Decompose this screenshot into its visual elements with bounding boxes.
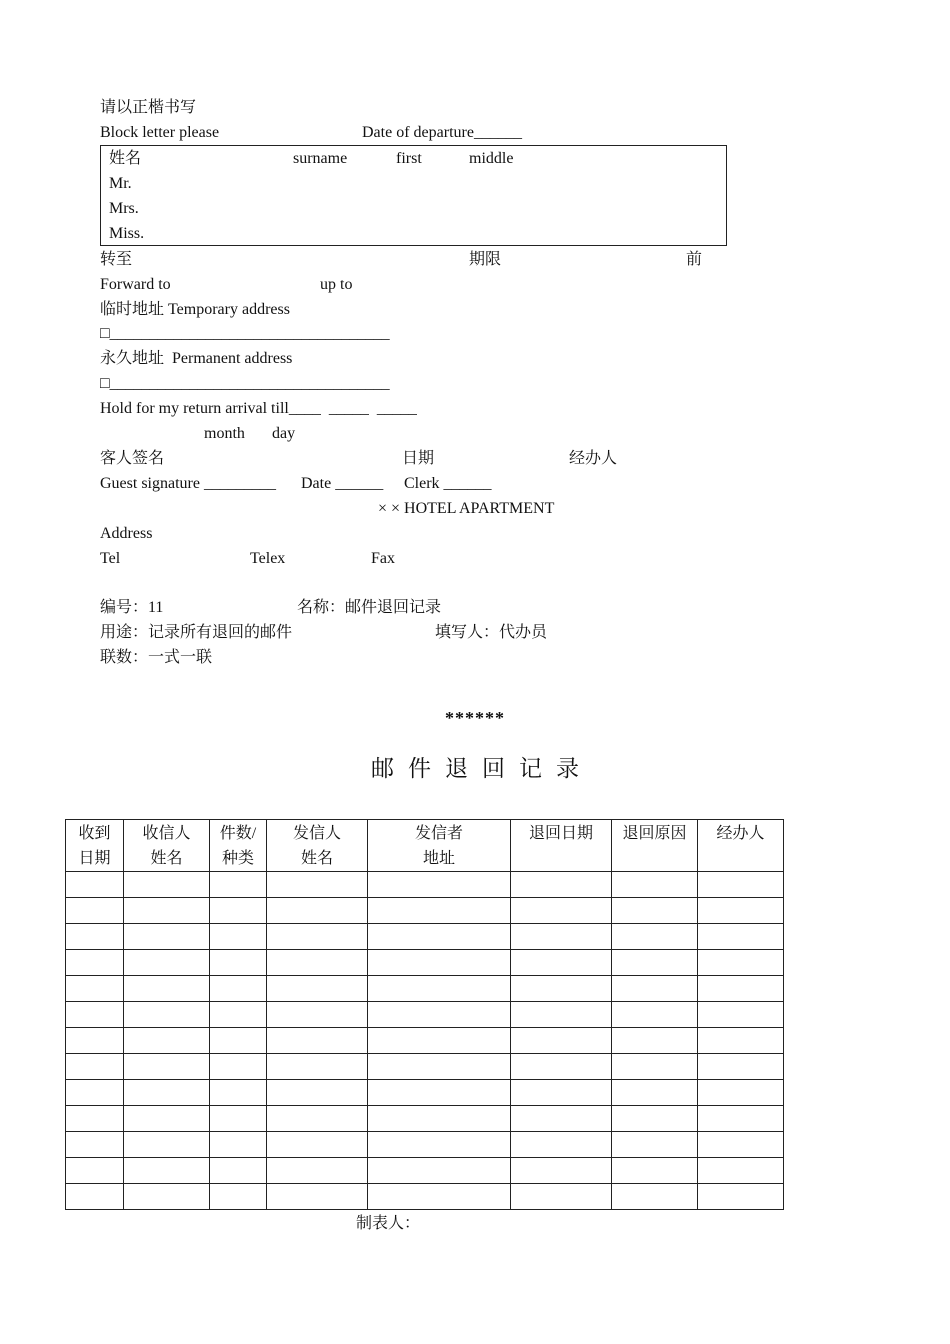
- table-maker-label: 制表人：: [356, 1215, 421, 1232]
- table-cell: [66, 1002, 124, 1028]
- table-row: [66, 1002, 784, 1028]
- table-cell: [612, 924, 698, 950]
- table-cell: [124, 924, 210, 950]
- form-number: 编号：11: [100, 599, 164, 616]
- table-cell: [511, 1080, 612, 1106]
- table-cell: [511, 898, 612, 924]
- table-cell: [124, 1158, 210, 1184]
- clerk-field: Clerk ______: [404, 475, 492, 492]
- forward-cn-label: 转至: [100, 251, 133, 268]
- table-row: [66, 1028, 784, 1054]
- temp-address-label: 临时地址 Temporary address: [100, 301, 290, 318]
- mrs-label: Mrs.: [109, 200, 139, 217]
- table-cell: [511, 924, 612, 950]
- table-cell: [368, 924, 511, 950]
- table-row: [66, 976, 784, 1002]
- table-cell: [511, 1054, 612, 1080]
- table-cell: [511, 976, 612, 1002]
- period-cn-label: 期限: [469, 251, 502, 268]
- table-cell: [124, 976, 210, 1002]
- table-cell: [66, 1028, 124, 1054]
- address-label: Address: [100, 525, 153, 542]
- table-cell: [124, 1106, 210, 1132]
- table-cell: [124, 872, 210, 898]
- table-cell: [368, 950, 511, 976]
- separator: ******: [445, 708, 505, 728]
- table-cell: [124, 1054, 210, 1080]
- hold-until-field: Hold for my return arrival till____ _____ _____: [100, 400, 417, 417]
- table-cell: [612, 976, 698, 1002]
- header-clerk: 经办人: [698, 820, 784, 872]
- guest-signature-field: Guest signature _________: [100, 475, 276, 492]
- table-cell: [267, 1158, 368, 1184]
- header-received-date: 收到 日期: [66, 820, 124, 872]
- table-cell: [612, 1132, 698, 1158]
- table-cell: [267, 898, 368, 924]
- table-cell: [368, 898, 511, 924]
- month-label: month: [204, 425, 245, 442]
- tel-label: Tel: [100, 550, 121, 567]
- table-cell: [66, 898, 124, 924]
- table-cell: [612, 950, 698, 976]
- table-cell: [66, 872, 124, 898]
- table-cell: [511, 1158, 612, 1184]
- table-cell: [267, 1106, 368, 1132]
- table-row: [66, 898, 784, 924]
- table-row: [66, 950, 784, 976]
- table-cell: [210, 950, 267, 976]
- table-cell: [368, 1158, 511, 1184]
- form-name: 名称：邮件退回记录: [297, 599, 442, 616]
- table-cell: [698, 1132, 784, 1158]
- table-cell: [267, 1054, 368, 1080]
- miss-label: Miss.: [109, 225, 145, 242]
- table-cell: [267, 872, 368, 898]
- table-cell: [66, 1184, 124, 1210]
- table-cell: [368, 1028, 511, 1054]
- table-cell: [368, 1106, 511, 1132]
- header-sender-name: 发信人 姓名: [267, 820, 368, 872]
- form-filler: 填写人：代办员: [435, 624, 548, 641]
- table-cell: [210, 1106, 267, 1132]
- header-return-reason: 退回原因: [612, 820, 698, 872]
- table-cell: [698, 924, 784, 950]
- table-cell: [210, 1028, 267, 1054]
- table-cell: [267, 976, 368, 1002]
- table-row: [66, 1106, 784, 1132]
- up-to-label: up to: [320, 276, 353, 293]
- table-cell: [511, 1028, 612, 1054]
- table-cell: [612, 1184, 698, 1210]
- name-cn-label: 姓名: [109, 150, 142, 167]
- table-cell: [210, 976, 267, 1002]
- table-cell: [612, 1080, 698, 1106]
- table-cell: [612, 1028, 698, 1054]
- table-cell: [368, 872, 511, 898]
- table-title: 邮件退回记录: [371, 756, 593, 782]
- table-row: [66, 924, 784, 950]
- table-cell: [66, 924, 124, 950]
- table-cell: [698, 872, 784, 898]
- table-cell: [698, 976, 784, 1002]
- table-row: [66, 1184, 784, 1210]
- clerk-cn-label: 经办人: [569, 450, 618, 467]
- table-row: [66, 872, 784, 898]
- table-cell: [511, 872, 612, 898]
- table-cell: [124, 1080, 210, 1106]
- table-cell: [66, 1080, 124, 1106]
- table-cell: [698, 1054, 784, 1080]
- telex-label: Telex: [250, 550, 286, 567]
- table-cell: [210, 872, 267, 898]
- header-recipient-name: 收信人 姓名: [124, 820, 210, 872]
- table-cell: [267, 1028, 368, 1054]
- table-cell: [66, 950, 124, 976]
- table-cell: [66, 1106, 124, 1132]
- mr-label: Mr.: [109, 175, 132, 192]
- table-cell: [698, 950, 784, 976]
- table-cell: [210, 898, 267, 924]
- header-item-count-type: 件数/ 种类: [210, 820, 267, 872]
- header-sender-address: 发信者 地址: [368, 820, 511, 872]
- table-cell: [124, 950, 210, 976]
- table-cell: [124, 1132, 210, 1158]
- table-cell: [210, 1158, 267, 1184]
- table-cell: [368, 1184, 511, 1210]
- guest-signature-cn-label: 客人签名: [100, 450, 165, 467]
- table-cell: [124, 898, 210, 924]
- day-label: day: [272, 425, 296, 442]
- hotel-name: × × HOTEL APARTMENT: [378, 500, 555, 517]
- form-copies: 联数：一式一联: [100, 649, 213, 666]
- table-cell: [612, 872, 698, 898]
- table-cell: [124, 1184, 210, 1210]
- departure-date-field: Date of departure______: [362, 124, 522, 141]
- table-cell: [368, 1132, 511, 1158]
- table-row: [66, 1054, 784, 1080]
- table-header-row: [66, 820, 784, 872]
- table-cell: [210, 1002, 267, 1028]
- table-cell: [267, 1132, 368, 1158]
- table-cell: [368, 976, 511, 1002]
- table-cell: [511, 1002, 612, 1028]
- table-cell: [210, 924, 267, 950]
- table-cell: [267, 1080, 368, 1106]
- table-cell: [698, 1184, 784, 1210]
- table-cell: [698, 898, 784, 924]
- table-cell: [124, 1002, 210, 1028]
- table-cell: [368, 1080, 511, 1106]
- table-cell: [210, 1184, 267, 1210]
- table-cell: [66, 1158, 124, 1184]
- table-cell: [210, 1132, 267, 1158]
- table-cell: [267, 924, 368, 950]
- table-cell: [698, 1028, 784, 1054]
- table-cell: [612, 898, 698, 924]
- table-row: [66, 1132, 784, 1158]
- table-cell: [698, 1080, 784, 1106]
- surname-label: surname: [293, 150, 348, 167]
- table-row: [66, 1158, 784, 1184]
- first-label: first: [396, 150, 422, 167]
- table-cell: [124, 1028, 210, 1054]
- table-cell: [267, 950, 368, 976]
- middle-label: middle: [469, 150, 514, 167]
- table-cell: [511, 1106, 612, 1132]
- table-cell: [612, 1054, 698, 1080]
- instruction-cn: 请以正楷书写: [100, 99, 197, 116]
- table-cell: [267, 1002, 368, 1028]
- returned-mail-table: [65, 819, 784, 1210]
- table-cell: [66, 976, 124, 1002]
- table-cell: [511, 950, 612, 976]
- perm-address-label: 永久地址 Permanent address: [100, 350, 293, 367]
- header-return-date: 退回日期: [511, 820, 612, 872]
- table-cell: [511, 1184, 612, 1210]
- table-cell: [698, 1106, 784, 1132]
- table-cell: [368, 1054, 511, 1080]
- table-cell: [267, 1184, 368, 1210]
- table-cell: [698, 1002, 784, 1028]
- fax-label: Fax: [371, 550, 395, 567]
- block-letter-label: Block letter please: [100, 124, 220, 141]
- table-cell: [511, 1132, 612, 1158]
- table-cell: [66, 1054, 124, 1080]
- date-field: Date ______: [301, 475, 384, 492]
- table-cell: [698, 1158, 784, 1184]
- perm-address-line: □___________________________________: [100, 375, 390, 392]
- before-cn-label: 前: [686, 251, 703, 268]
- table-cell: [612, 1002, 698, 1028]
- form-usage: 用途：记录所有退回的邮件: [100, 624, 293, 641]
- date-cn-label: 日期: [402, 450, 435, 467]
- forward-to-label: Forward to: [100, 276, 171, 293]
- table-row: [66, 1080, 784, 1106]
- table-cell: [210, 1054, 267, 1080]
- table-cell: [368, 1002, 511, 1028]
- table-cell: [612, 1106, 698, 1132]
- table-cell: [66, 1132, 124, 1158]
- table-cell: [612, 1158, 698, 1184]
- table-cell: [210, 1080, 267, 1106]
- temp-address-line: □___________________________________: [100, 325, 390, 342]
